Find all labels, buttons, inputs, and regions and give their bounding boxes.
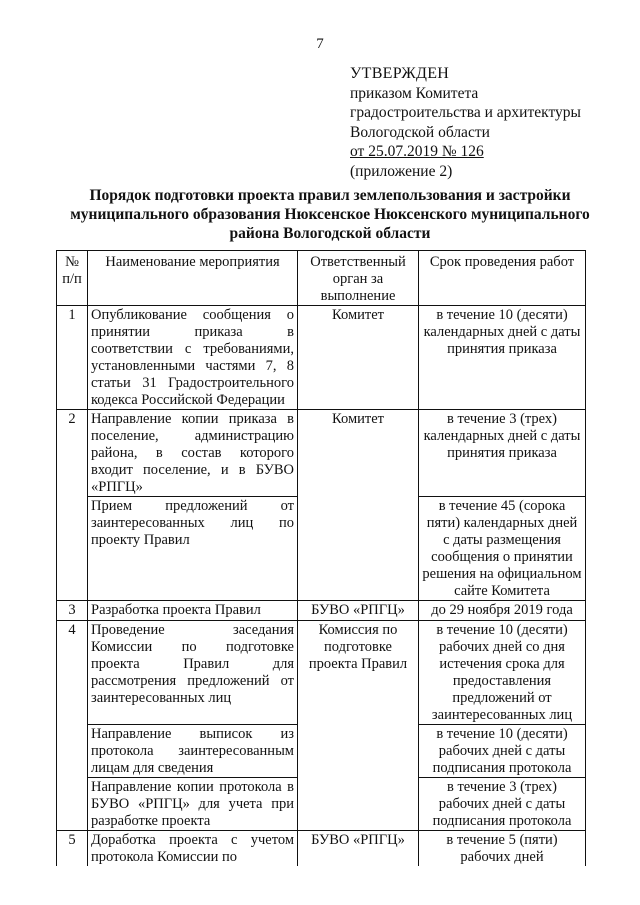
row-responsible: Комитет [298, 410, 419, 601]
approval-date: от 25.07.2019 № 126 [350, 143, 484, 160]
row-deadline: в течение 3 (трех) календарных дней с даты принятия приказа [419, 410, 586, 497]
row-num: 1 [57, 306, 88, 410]
approval-line: приказом Комитета [350, 84, 479, 102]
table-row [57, 831, 586, 867]
row-deadline: в течение 10 (десяти) рабочих дней со дня истечения срока для предоставления предложений от заинтересованных лиц [419, 621, 586, 725]
table-row [57, 601, 586, 621]
table-row [57, 621, 586, 725]
row-name: Прием предложений от заинтересованных лиц по проекту Правил [88, 497, 298, 601]
title-line: Порядок подготовки проекта правил землепользования и застройки [89, 187, 571, 204]
approval-line: Вологодской области [350, 123, 490, 141]
row-deadline: в течение 10 (десяти) рабочих дней с даты подписания протокола [419, 725, 586, 778]
row-deadline: в течение 45 (сорока пяти) календарных дней с даты размещения сообщения о принятии решения на официальном сайте Комитета [419, 497, 586, 601]
row-deadline: в течение 10 (десяти) календарных дней с даты принятия приказа [419, 306, 586, 410]
table-row [57, 410, 586, 497]
row-name: Проведение заседания Комиссии по подготовке проекта Правил для рассмотрения предложений от заинтересованных лиц [88, 621, 298, 725]
approval-stamp [350, 64, 581, 181]
row-num: 4 [57, 621, 88, 831]
header-num: № п/п [57, 251, 88, 306]
row-name: Разработка проекта Правил [88, 601, 298, 621]
row-name: Доработка проекта с учетом протокола Комиссии по [88, 831, 298, 867]
approval-annex: (приложение 2) [350, 162, 453, 180]
approval-line: градостроительства и архитектуры [350, 104, 581, 121]
approval-heading: УТВЕРЖДЕН [350, 65, 450, 82]
row-responsible: БУВО «РПГЦ» [298, 601, 419, 621]
row-num: 5 [57, 831, 88, 867]
row-num: 3 [57, 601, 88, 621]
row-responsible: Комитет [298, 306, 419, 410]
table-row [57, 306, 586, 410]
row-name: Направление копии протокола в БУВО «РПГЦ» для учета при разработке проекта [88, 778, 298, 831]
header-deadline: Срок проведения работ [419, 251, 586, 306]
page-number: 7 [316, 36, 324, 52]
row-responsible: БУВО «РПГЦ» [298, 831, 419, 867]
title-line: муниципального образования Нюксенское Нюксенского муниципального [70, 206, 590, 223]
procedure-table [56, 250, 586, 866]
row-name: Направление копии приказа в поселение, администрацию района, в состав которого входит поселение, и в БУВО «РПГЦ» [88, 410, 298, 497]
title-line: района Вологодской области [229, 225, 431, 242]
row-name: Опубликование сообщения о принятии приказа в соответствии с требованиями, установленными частями 7, 8 статьи 31 Градостроительного кодекса Российской Федерации [88, 306, 298, 410]
row-deadline: до 29 ноября 2019 года [419, 601, 586, 621]
row-deadline: в течение 5 (пяти) рабочих дней [419, 831, 586, 867]
row-name: Направление выписок из протокола заинтересованным лицам для сведения [88, 725, 298, 778]
table-header-row [57, 251, 586, 306]
row-num: 2 [57, 410, 88, 601]
header-responsible: Ответственный орган за выполнение [298, 251, 419, 306]
document-title [60, 186, 600, 243]
row-responsible: Комиссия по подготовке проекта Правил [298, 621, 419, 831]
header-name: Наименование мероприятия [88, 251, 298, 306]
row-deadline: в течение 3 (трех) рабочих дней с даты подписания протокола [419, 778, 586, 831]
